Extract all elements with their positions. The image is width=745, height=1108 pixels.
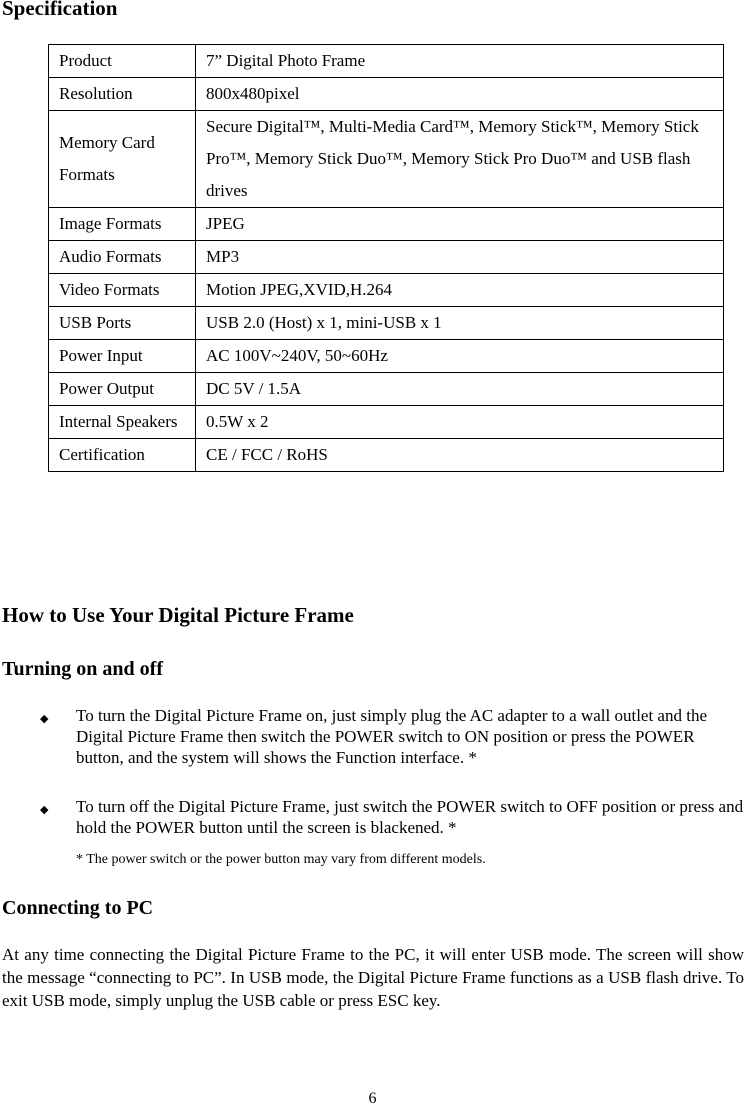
how-to-use-heading: How to Use Your Digital Picture Frame (2, 603, 354, 627)
table-row (49, 78, 724, 111)
spec-label: Image Formats (49, 208, 196, 241)
list-item (40, 796, 745, 838)
footnote: * The power switch or the power button may vary from different models. (76, 852, 486, 867)
spec-value: 800x480pixel (196, 78, 724, 111)
specification-table (48, 44, 724, 472)
spec-value: 0.5W x 2 (196, 406, 724, 439)
spec-label: Resolution (49, 78, 196, 111)
table-row (49, 208, 724, 241)
table-row (49, 307, 724, 340)
table-row (49, 340, 724, 373)
specification-heading: Specification (2, 0, 118, 20)
connecting-to-pc-heading: Connecting to PC (2, 897, 154, 919)
table-row (49, 274, 724, 307)
instruction-list (40, 705, 745, 866)
spec-label: Audio Formats (49, 241, 196, 274)
table-row (49, 45, 724, 78)
spec-label: Product (49, 45, 196, 78)
table-row (49, 241, 724, 274)
turning-on-off-heading: Turning on and off (2, 658, 163, 680)
table-row (49, 111, 724, 208)
spec-label: USB Ports (49, 307, 196, 340)
spec-value: MP3 (196, 241, 724, 274)
table-row (49, 406, 724, 439)
connecting-paragraph: At any time connecting the Digital Picture Frame to the PC, it will enter USB mode. The screen will show the message “connecting to PC”. In USB mode, the Digital Picture Frame functions as a USB flash drive. To exit USB mode, simply unplug the USB cable or press ESC key. (2, 945, 744, 1010)
spec-value: AC 100V~240V, 50~60Hz (196, 340, 724, 373)
spec-value: USB 2.0 (Host) x 1, mini-USB x 1 (196, 307, 724, 340)
spec-value: CE / FCC / RoHS (196, 439, 724, 472)
spec-label: Certification (49, 439, 196, 472)
spec-value: Secure Digital™, Multi-Media Card™, Memory Stick™, Memory Stick Pro™, Memory Stick Duo™, Memory Stick Pro Duo™ and USB flash drives (196, 111, 724, 208)
page-number: 6 (368, 1090, 377, 1107)
spec-label: Memory Card Formats (49, 111, 196, 208)
list-item-text: To turn the Digital Picture Frame on, just simply plug the AC adapter to a wall outlet and the Digital Picture Frame then switch the POWER switch to ON position or press the POWER button, and the system will shows the Function interface. * (76, 706, 708, 767)
spec-label: Internal Speakers (49, 406, 196, 439)
diamond-bullet-icon: ◆ (40, 713, 49, 725)
spec-label: Power Input (49, 340, 196, 373)
table-row (49, 439, 724, 472)
spec-value: JPEG (196, 208, 724, 241)
spec-label: Video Formats (49, 274, 196, 307)
spec-value: Motion JPEG,XVID,H.264 (196, 274, 724, 307)
table-row (49, 373, 724, 406)
spec-label: Power Output (49, 373, 196, 406)
list-item (40, 705, 745, 768)
spec-value: 7” Digital Photo Frame (196, 45, 724, 78)
spec-value: DC 5V / 1.5A (196, 373, 724, 406)
diamond-bullet-icon: ◆ (40, 804, 49, 816)
list-item-text: To turn off the Digital Picture Frame, just switch the POWER switch to OFF position or press and hold the POWER button until the screen is blackened. * (76, 797, 744, 837)
